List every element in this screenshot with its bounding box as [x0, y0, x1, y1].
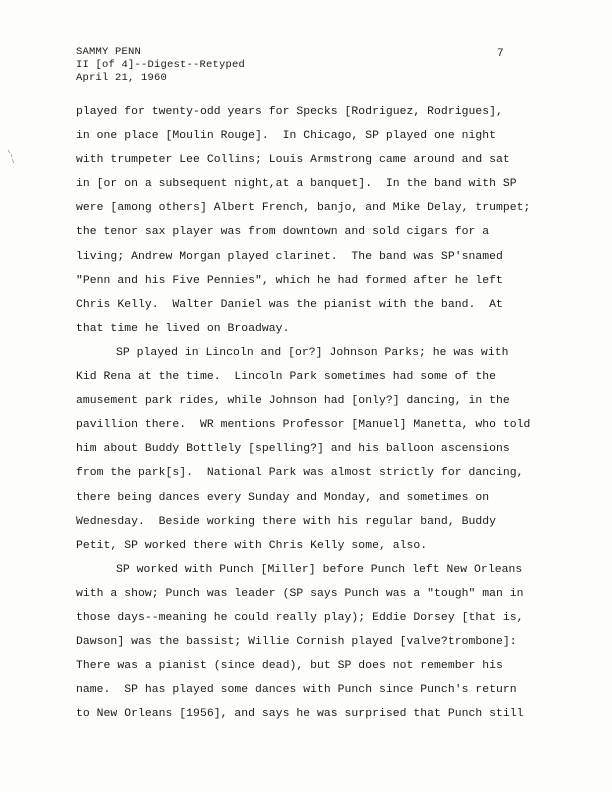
body-line: in one place [Moulin Rouge]. In Chicago, SP played one night: [76, 130, 497, 143]
transcript-body: [76, 105, 556, 731]
body-line: from the park[s]. National Park was almost strictly for dancing,: [76, 467, 524, 480]
body-line: amusement park rides, while Johnson had [only?] dancing, in the: [76, 395, 510, 408]
body-line: with trumpeter Lee Collins; Louis Armstrong came around and sat: [76, 154, 510, 167]
body-line: living; Andrew Morgan played clarinet. The band was SP'snamed: [76, 250, 503, 263]
body-line: the tenor sax player was from downtown and sold cigars for a: [76, 226, 490, 239]
body-line: with a show; Punch was leader (SP says Punch was a "tough" man in: [76, 587, 524, 600]
body-line: played for twenty-odd years for Specks [Rodriguez, Rodrigues],: [76, 106, 503, 118]
body-line: Chris Kelly. Walter Daniel was the pianist with the band. At: [76, 298, 503, 311]
header-name: SAMMY PENN: [76, 46, 142, 58]
body-line: name. SP has played some dances with Punch since Punch's return: [76, 684, 517, 697]
paragraph-first-line: SP played in Lincoln and [or?] Johnson Parks; he was with: [116, 346, 509, 359]
body-line: Petit, SP worked there with Chris Kelly some, also.: [76, 539, 428, 552]
body-line: pavillion there. WR mentions Professor [Manuel] Manetta, who told: [76, 419, 531, 432]
body-line: Wednesday. Beside working there with his regular band, Buddy: [76, 515, 497, 528]
body-line: Dawson] was the bassist; Willie Cornish played [valve?trombone]:: [76, 636, 517, 649]
header-date: April 21, 1960: [76, 72, 168, 84]
paragraph-first-line: SP worked with Punch [Miller] before Punch left New Orleans: [116, 563, 523, 576]
body-line: There was a pianist (since dead), but SP does not remember his: [76, 660, 503, 673]
body-line: those days--meaning he could really play); Eddie Dorsey [that is,: [76, 611, 524, 624]
document-header: [76, 46, 245, 85]
margin-speck-mark: [6, 148, 16, 166]
header-series: II [of 4]--Digest--Retyped: [76, 59, 246, 71]
body-line: that time he lived on Broadway.: [76, 322, 290, 335]
body-line: "Penn and his Five Pennies", which he had formed after he left: [76, 274, 503, 287]
body-line: in [or on a subsequent night,at a banquet]. In the band with SP: [76, 178, 517, 191]
body-line: him about Buddy Bottlely [spelling?] and his balloon ascensions: [76, 443, 510, 456]
body-line: were [among others] Albert French, banjo, and Mike Delay, trumpet;: [76, 202, 531, 215]
body-line: there being dances every Sunday and Monday, and sometimes on: [76, 491, 490, 504]
body-line: to New Orleans [1956], and says he was surprised that Punch still: [76, 708, 524, 721]
body-line: Kid Rena at the time. Lincoln Park sometimes had some of the: [76, 371, 497, 384]
page-number: 7: [497, 48, 504, 60]
